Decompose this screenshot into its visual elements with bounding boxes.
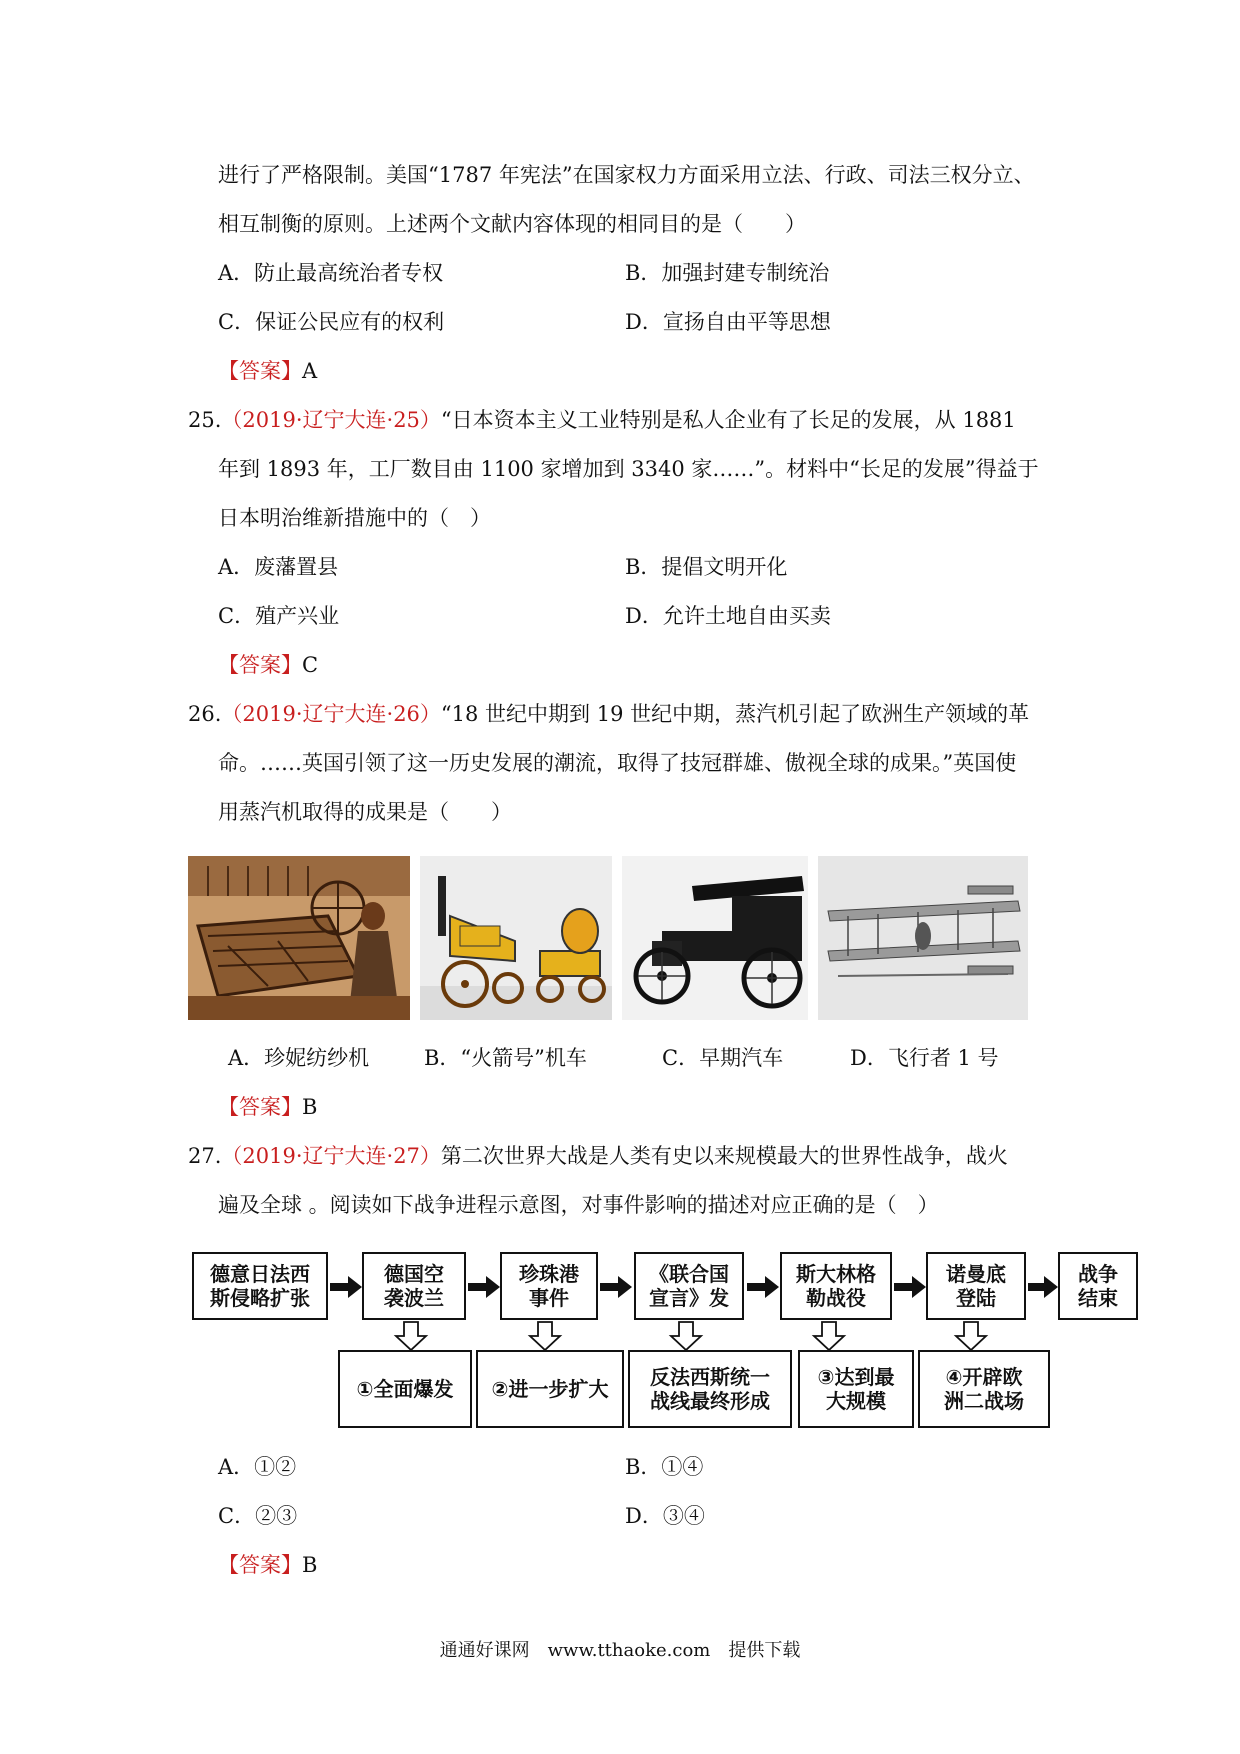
q26-caption-a: A．珍妮纺纱机: [228, 1046, 370, 1070]
arrow-icon: [894, 1276, 926, 1298]
arrow-icon: [600, 1276, 632, 1298]
answer-label: 【答案】: [218, 1095, 302, 1119]
q26-caption-d: D．飞行者 1 号: [850, 1046, 999, 1070]
answer-value: C: [302, 653, 319, 677]
q26-caption-c: C．早期汽车: [662, 1046, 784, 1070]
early-car-image: [622, 856, 808, 1020]
q25-option-d: D．允许土地自由买卖: [625, 604, 831, 628]
question-number: 27.: [188, 1144, 222, 1168]
q27-option-b: B．①④: [625, 1455, 704, 1479]
arrow-icon: [468, 1276, 500, 1298]
question-text: 第二次世界大战是人类有史以来规模最大的世界性战争，战火: [440, 1144, 1008, 1168]
q27-line-1: [188, 1141, 1008, 1171]
q24-answer: [218, 356, 317, 386]
q27-option-a: A．①②: [218, 1455, 297, 1479]
question-source: （2019·辽宁大连·26）: [221, 702, 441, 726]
q25-option-a: A．废藩置县: [218, 555, 339, 579]
flow-effect-5: ④开辟欧 洲二战场: [918, 1350, 1050, 1428]
q24-option-a: A．防止最高统治者专权: [218, 261, 444, 285]
down-arrow-icon: [530, 1322, 560, 1350]
arrow-icon: [747, 1276, 779, 1298]
down-arrow-icon: [671, 1322, 701, 1350]
answer-value: A: [302, 359, 318, 383]
q26-answer: [218, 1092, 317, 1122]
down-arrow-icon: [396, 1322, 426, 1350]
flow-event-5: 斯大林格 勒战役: [780, 1252, 892, 1320]
q25-line-2: 年到 1893 年，工厂数目由 1100 家增加到 3340 家……”。材料中“长足的发展”得益于: [218, 457, 1039, 481]
q24-option-c: C．保证公民应有的权利: [218, 310, 445, 334]
q25-option-c: C．殖产兴业: [218, 604, 340, 628]
flow-event-4: 《联合国 宣言》发: [634, 1252, 744, 1320]
q25-line-1: [188, 405, 1016, 435]
flow-event-3: 珍珠港 事件: [500, 1252, 598, 1320]
page-footer: 通通好课网 www.tthaoke.com 提供下载: [439, 1640, 801, 1661]
q27-line-2: 遍及全球 。阅读如下战争进程示意图，对事件影响的描述对应正确的是（ ）: [218, 1193, 939, 1217]
q24-option-b: B．加强封建专制统治: [625, 261, 830, 285]
answer-label: 【答案】: [218, 359, 302, 383]
down-arrow-icon: [956, 1322, 986, 1350]
q27-option-d: D．③④: [625, 1504, 705, 1528]
q26-line-3: 用蒸汽机取得的成果是（ ）: [218, 800, 512, 824]
q26-caption-b: B．“火箭号”机车: [424, 1046, 587, 1070]
answer-label: 【答案】: [218, 653, 302, 677]
q25-answer: [218, 650, 318, 680]
flow-event-7: 战争 结束: [1058, 1252, 1138, 1320]
flow-event-2: 德国空 袭波兰: [362, 1252, 466, 1320]
question-number: 25.: [188, 408, 222, 432]
q24-line-1: 进行了严格限制。美国“1787 年宪法”在国家权力方面采用立法、行政、司法三权分立、: [218, 163, 1035, 187]
answer-value: B: [302, 1095, 318, 1119]
answer-value: B: [302, 1553, 318, 1577]
q27-answer: [218, 1550, 317, 1580]
q25-option-b: B．提倡文明开化: [625, 555, 788, 579]
down-arrow-icon: [814, 1322, 844, 1350]
flow-effect-3: 反法西斯统一 战线最终形成: [628, 1350, 792, 1428]
flow-effect-1: ①全面爆发: [338, 1350, 472, 1428]
question-text: “日本资本主义工业特别是私人企业有了长足的发展，从 1881: [440, 408, 1016, 432]
answer-label: 【答案】: [218, 1553, 302, 1577]
arrow-icon: [330, 1276, 362, 1298]
q25-line-3: 日本明治维新措施中的（ ）: [218, 506, 491, 530]
rocket-locomotive-image: [420, 856, 612, 1020]
question-source: （2019·辽宁大连·25）: [221, 408, 441, 432]
arrow-icon: [1028, 1276, 1058, 1298]
q27-option-c: C．②③: [218, 1504, 298, 1528]
flow-event-6: 诺曼底 登陆: [926, 1252, 1026, 1320]
flow-effect-4: ③达到最 大规模: [798, 1350, 914, 1428]
flow-event-1: 德意日法西 斯侵略扩张: [192, 1252, 328, 1320]
q26-line-2: 命。……英国引领了这一历史发展的潮流，取得了技冠群雄、傲视全球的成果。”英国使: [218, 751, 1017, 775]
flyer-airplane-image: [818, 856, 1028, 1020]
q24-option-d: D．宣扬自由平等思想: [625, 310, 831, 334]
flow-effect-2: ②进一步扩大: [476, 1350, 624, 1428]
question-number: 26.: [188, 702, 222, 726]
q26-line-1: [188, 699, 1029, 729]
spinning-jenny-image: [188, 856, 410, 1020]
question-text: “18 世纪中期到 19 世纪中期，蒸汽机引起了欧洲生产领域的革: [440, 702, 1030, 726]
q24-line-2: 相互制衡的原则。上述两个文献内容体现的相同目的是（ ）: [218, 212, 806, 236]
question-source: （2019·辽宁大连·27）: [221, 1144, 441, 1168]
